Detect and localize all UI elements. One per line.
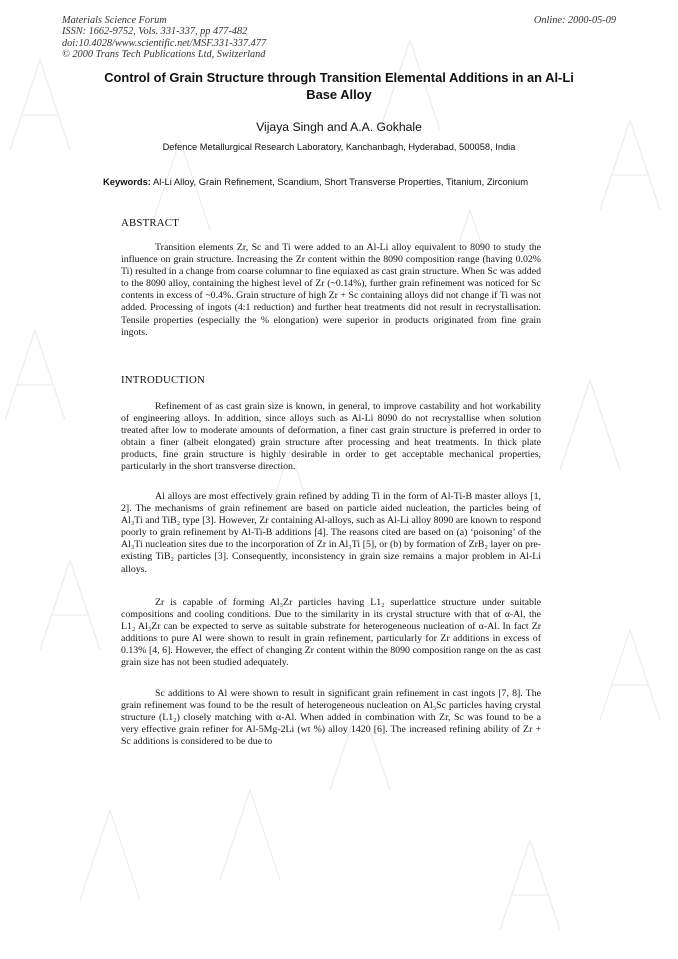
intro-paragraph-4: Sc additions to Al were shown to result in significant grain refinement in cast ingots [7, 8]. The grain refinement was found to be the result of heterogeneous nucleation on Al₃Sc particles having crystal structure (L1₂) closely matching with α-Al. When added in combination with Zr, Sc was found to be a very effective grain refiner for Al-5Mg-2Li (wt %) alloy 1420 [6]. The increased refining ability of Zr + Sc additions is considered to be due to [121, 688, 541, 748]
intro-paragraph-1: Refinement of as cast grain size is known, in general, to improve castability and hot workability of engineering alloys. In addition, since alloys such as Al-Li 8090 do not recrystallise when solution treated after low to moderate amounts of deformation, a finer cast grain structure is preferred in order to obtain a finer (albeit elongated) grain structure after processing and heat treatments. In thick plate products, fine grain structure is highly desirable in order to get acceptable mechanical properties, particularly in the short transverse direction. [121, 401, 541, 473]
issn-line: ISSN: 1662-9752, Vols. 331-337, pp 477-482 [62, 26, 248, 38]
paper-title: Control of Grain Structure through Transition Elemental Additions in an Al-Li Base Alloy [104, 70, 574, 102]
abstract-paragraph: Transition elements Zr, Sc and Ti were added to an Al-Li alloy equivalent to 8090 to study the influence on grain structure. Increasing the Zr content within the 8090 composition range (having 0.02% Ti) resulted in a change from coarse columnar to fine equiaxed as cast grain structure. When Sc was added to the 8090 alloy, containing the highest level of Zr (~0.14%), further grain refinement was noticed for Sc contents in excess of ~0.4%. Grain structure of high Zr + Sc containing alloys did not change if Ti was not added. Processing of ingots (4:1 reduction) and further heat treatments did not result in recrystallisation. Tensile properties (especially the % elongation) were superior in products originated from fine grain ingots. [121, 242, 541, 338]
keywords-label: Keywords: [103, 176, 151, 187]
doi-line: doi:10.4028/www.scientific.net/MSF.331-337.477 [62, 37, 267, 49]
journal-header [62, 15, 266, 60]
keywords [103, 176, 558, 188]
abstract-heading: ABSTRACT [121, 217, 179, 229]
intro-paragraph-3: Zr is capable of forming Al₃Zr particles having L1₂ superlattice structure under suitable compositions and cooling conditions. Due to the similarity in its crystal structure with that of α-Al, the L1₂ Al₃Zr can be expected to serve as suitable substrate for heterogeneous nucleation of α-Al. In fact Zr additions to pure Al were shown to result in grain refinement, particularly for Zr additions in excess of 0.13% [4, 6]. However, the effect of changing Zr content within the 8090 composition range on the as cast grain size has not been studied adequately. [121, 597, 541, 669]
affiliation: Defence Metallurgical Research Laboratory, Kanchanbagh, Hyderabad, 500058, India [162, 142, 516, 152]
copyright-line: © 2000 Trans Tech Publications Ltd, Switzerland [62, 48, 266, 60]
introduction-heading: INTRODUCTION [121, 374, 205, 386]
journal-name: Materials Science Forum [62, 15, 167, 26]
intro-paragraph-2: Al alloys are most effectively grain refined by adding Ti in the form of Al-Ti-B master alloys [1, 2]. The mechanisms of grain refinement are based on particle aided nucleation, the particles being of Al₃Ti and TiB₂ type [3]. However, Zr containing Al-alloys, such as Al-Li alloy 8090 are known to respond poorly to grain refinement by Al-Ti-B additions [4]. The reasons cited are based on (a) ‘poisoning’ of the Al₃Ti nucleation sites due to the incorporation of Zr in Al₃Ti [5], or (b) by formation of ZrB₂ layer on pre-existing TiB₂ particles [3]. Consequently, inconsistency in grain size remains a major problem in Al-Li alloys. [121, 491, 541, 575]
authors: Vijaya Singh and A.A. Gokhale [256, 120, 422, 134]
keywords-text: Al-Li Alloy, Grain Refinement, Scandium, Short Transverse Properties, Titanium, Zirconium [153, 176, 529, 187]
online-date: Online: 2000-05-09 [533, 15, 616, 26]
